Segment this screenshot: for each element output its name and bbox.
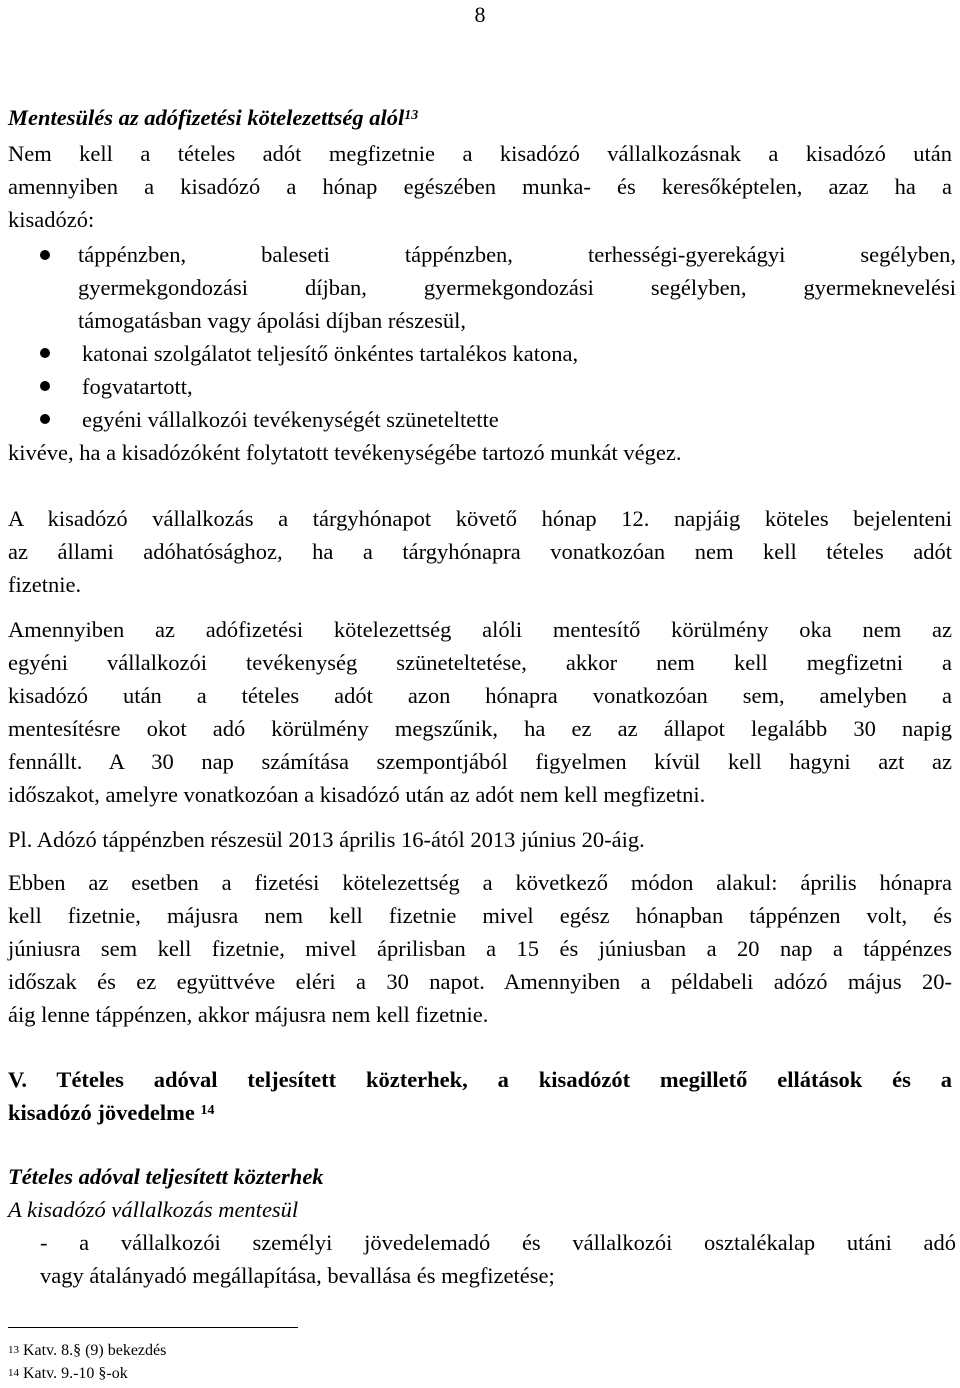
para5-line: Ebben az esetben a fizetési kötelezettség a következő módon alakul: április hónapra [8,870,952,895]
para3-line: kisadózó után a tételes adót azon hónapra vonatkozóan sem, amelyben a [8,683,952,708]
heading-exemption-text: Mentesülés az adófizetési kötelezettség alól [8,105,405,130]
footnote-number: 13 [8,1344,19,1356]
para3-line: egyéni vállalkozói tevékenység szüneteltetése, akkor nem kell megfizetni a [8,650,952,675]
subheading-public-charges: Tételes adóval teljesített közterhek [8,1164,324,1189]
footnote-ref-13: 13 [404,108,419,123]
para1-line: kisadózó: [8,207,95,232]
page-number: 8 [474,2,486,27]
footnote-ref-14: 14 [200,1103,215,1118]
subheading-exempt: A kisadózó vállalkozás mentesül [8,1197,299,1222]
para1-line: Nem kell a tételes adót megfizetnie a kisadózó vállalkozásnak a kisadózó után [8,141,952,166]
bullet-dot [40,348,50,358]
bullet-item-line: táppénzben, baleseti táppénzben, terhességi-gyerekágyi segélyben, [78,242,956,267]
footnote-14 [8,1364,128,1384]
para2-line: fizetnie. [8,572,82,597]
bullet-item-line: katonai szolgálatot teljesítő önkéntes tartalékos katona, [82,341,579,366]
bullet-item-line: egyéni vállalkozói tevékenységét szüneteltette [82,407,499,432]
bullet-dot [40,414,50,424]
para5-line: időszak és ez együttvéve eléri a 30 napot. Amennyiben a példabeli adózó május 20- [8,969,952,994]
footnote-rule [8,1327,298,1328]
para5-line: áig lenne táppénzen, akkor májusra nem kell fizetnie. [8,1002,489,1027]
para2-line: az állami adóhatósághoz, ha a tárgyhónapra vonatkozóan nem kell tételes adót [8,539,952,564]
bullet-item-line: gyermekgondozási díjban, gyermekgondozási segélyben, gyermeknevelési [78,275,956,300]
bullet-dot [40,381,50,391]
heading-exemption [8,101,418,134]
bullet-item-line: támogatásban vagy ápolási díjban részesül, [78,308,467,333]
footnote-number: 14 [8,1367,19,1379]
para5-line: júniusra sem kell fizetnie, mivel áprilisban a 15 és júniusban a 20 nap a táppénzes [8,936,952,961]
bullet-dot [40,250,50,260]
dash-item-line: - a vállalkozói személyi jövedelemadó és vállalkozói osztalékalap utáni adó [40,1230,956,1255]
footnote-text: Katv. 9.-10 §-ok [23,1365,128,1382]
bullet-item-line: fogvatartott, [82,374,193,399]
para4-line: Pl. Adózó táppénzben részesül 2013 április 16-ától 2013 június 20-áig. [8,827,645,852]
para3-line: időszakot, amelyre vonatkozóan a kisadózó után az adót nem kell megfizetni. [8,782,706,807]
footnote-13 [8,1341,166,1361]
section-heading-line1: V. Tételes adóval teljesített közterhek, a kisadózót megillető ellátások és a [8,1067,952,1092]
footnote-text: Katv. 8.§ (9) bekezdés [23,1342,167,1359]
dash-item-line: vagy átalányadó megállapítása, bevallása és megfizetése; [40,1263,555,1288]
para1-line: amennyiben a kisadózó a hónap egészében munka- és keresőképtelen, azaz ha a [8,174,952,199]
para3-line: fennállt. A 30 nap számítása szempontjából figyelmen kívül kell hagyni azt az [8,749,952,774]
after-bullets-line: kivéve, ha a kisadózóként folytatott tevékenységébe tartozó munkát végez. [8,440,682,465]
section-heading-line2 [8,1096,214,1129]
section-heading-line2-text: kisadózó jövedelme [8,1100,195,1125]
para2-line: A kisadózó vállalkozás a tárgyhónapot követő hónap 12. napjáig köteles bejelenteni [8,506,952,531]
para3-line: Amennyiben az adófizetési kötelezettség alóli mentesítő körülmény oka nem az [8,617,952,642]
para3-line: mentesítésre okot adó körülmény megszűnik, ha ez az állapot legalább 30 napig [8,716,952,741]
para5-line: kell fizetnie, májusra nem kell fizetnie mivel egész hónapban táppénzen volt, és [8,903,952,928]
